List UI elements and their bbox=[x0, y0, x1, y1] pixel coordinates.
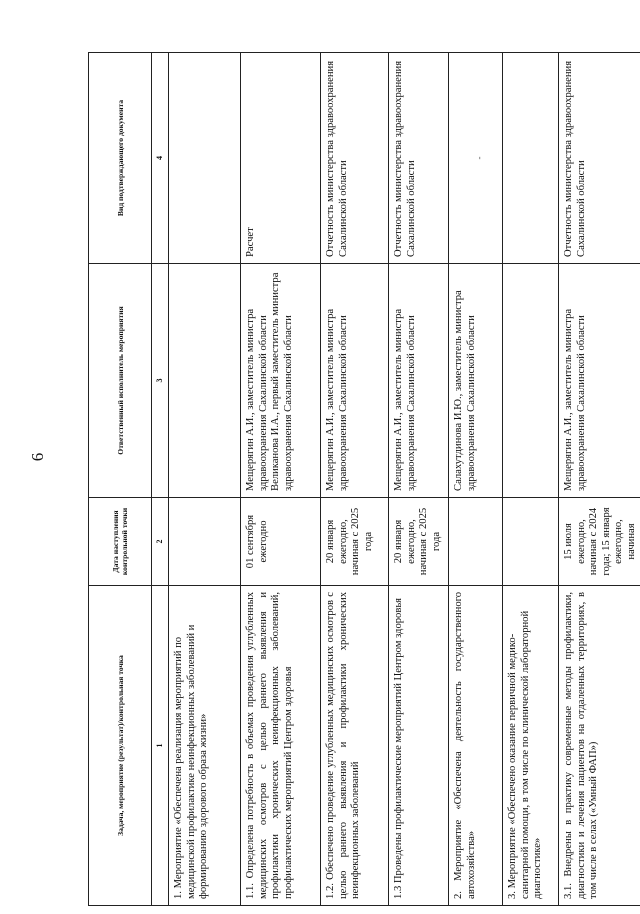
header-task: Задача, мероприятие (результат)/контрольная точка bbox=[89, 586, 152, 906]
responsible-cell bbox=[503, 264, 559, 498]
column-number-row bbox=[152, 53, 169, 906]
document-cell bbox=[503, 53, 559, 264]
date-cell: 20 января ежегодно, начиная с 2025 года bbox=[389, 498, 449, 586]
date-cell: 01 сентября ежегодно bbox=[241, 498, 321, 586]
task-cell: 1.1. Определена потребность в объемах проведения углубленных медицинских осмотров с целью раннего выявления и профилактики хронических неинфекционных заболеваний, профилактических мероприятий Центром здоровья bbox=[241, 586, 321, 906]
task-cell: 2. Мероприятие «Обеспечена деятельность государственного автохозяйства» bbox=[449, 586, 503, 906]
responsible-cell: Мещерягин А.И., заместитель министра здравоохранения Сахалинской области bbox=[321, 264, 389, 498]
column-number: 4 bbox=[152, 53, 169, 264]
task-cell: 3. Мероприятие «Обеспечено оказание первичной медико-санитарной помощи, в том числе по клинической лабораторной диагностике» bbox=[503, 586, 559, 906]
column-number: 2 bbox=[152, 498, 169, 586]
header-responsible: Ответственный исполнитель мероприятия bbox=[89, 264, 152, 498]
table-row bbox=[389, 53, 449, 906]
responsible-cell: Мещерягин А.И., заместитель министра здравоохранения Сахалинской области bbox=[559, 264, 640, 498]
task-cell: 1.2. Обеспечено проведение углубленных медицинских осмотров с целью раннего выявления и профилактики хронических неинфекционных заболеваний bbox=[321, 586, 389, 906]
table-row bbox=[449, 53, 503, 906]
responsible-cell bbox=[169, 264, 241, 498]
dash-mark: - bbox=[474, 156, 484, 160]
date-cell bbox=[503, 498, 559, 586]
responsible-cell: Салахутдинова И.Ю., заместитель министра здравоохранения Сахалинской области bbox=[449, 264, 503, 498]
task-cell: 1. Мероприятие «Обеспечена реализация мероприятий по медицинской профилактике неинфекционных заболеваний и формированию здорового образа жизни» bbox=[169, 586, 241, 906]
table-header-row bbox=[89, 53, 152, 906]
date-cell: 15 июля ежегодно, начиная с 2024 года; 15 января ежегодно, начиная bbox=[559, 498, 640, 586]
header-document: Вид подтверждающего документа bbox=[89, 53, 152, 264]
header-date: Дата наступления контрольной точки bbox=[89, 498, 152, 586]
control-points-table bbox=[88, 52, 640, 906]
document-cell bbox=[169, 53, 241, 264]
document-cell: Расчет bbox=[241, 53, 321, 264]
date-cell: 20 января ежегодно, начиная с 2025 года bbox=[321, 498, 389, 586]
date-cell bbox=[169, 498, 241, 586]
table-row bbox=[503, 53, 559, 906]
table-row bbox=[241, 53, 321, 906]
table-row bbox=[169, 53, 241, 906]
document-cell: Отчетность министерства здравоохранения Сахалинской области bbox=[559, 53, 640, 264]
page-number: 6 bbox=[28, 452, 47, 462]
document-cell bbox=[449, 53, 503, 264]
table-row bbox=[321, 53, 389, 906]
responsible-cell: Мещерягин А.И., заместитель министра здравоохранения Сахалинской области bbox=[389, 264, 449, 498]
column-number: 3 bbox=[152, 264, 169, 498]
date-cell bbox=[449, 498, 503, 586]
table-row bbox=[559, 53, 640, 906]
task-cell: 1.3 Проведены профилактические мероприятий Центром здоровья bbox=[389, 586, 449, 906]
document-cell: Отчетность министерства здравоохранения Сахалинской области bbox=[389, 53, 449, 264]
document-cell: Отчетность министерства здравоохранения Сахалинской области bbox=[321, 53, 389, 264]
column-number: 1 bbox=[152, 586, 169, 906]
task-cell: 3.1. Внедрены в практику современные методы профилактики, диагностики и лечения пациентов на отдаленных территориях, в том числе в селах («Умный ФАП») bbox=[559, 586, 640, 906]
responsible-cell: Мещерягин А.И., заместитель министра здравоохранения Сахалинской области Великанова И.А., первый заместитель министра здравоохранения Сахалинской области bbox=[241, 264, 321, 498]
